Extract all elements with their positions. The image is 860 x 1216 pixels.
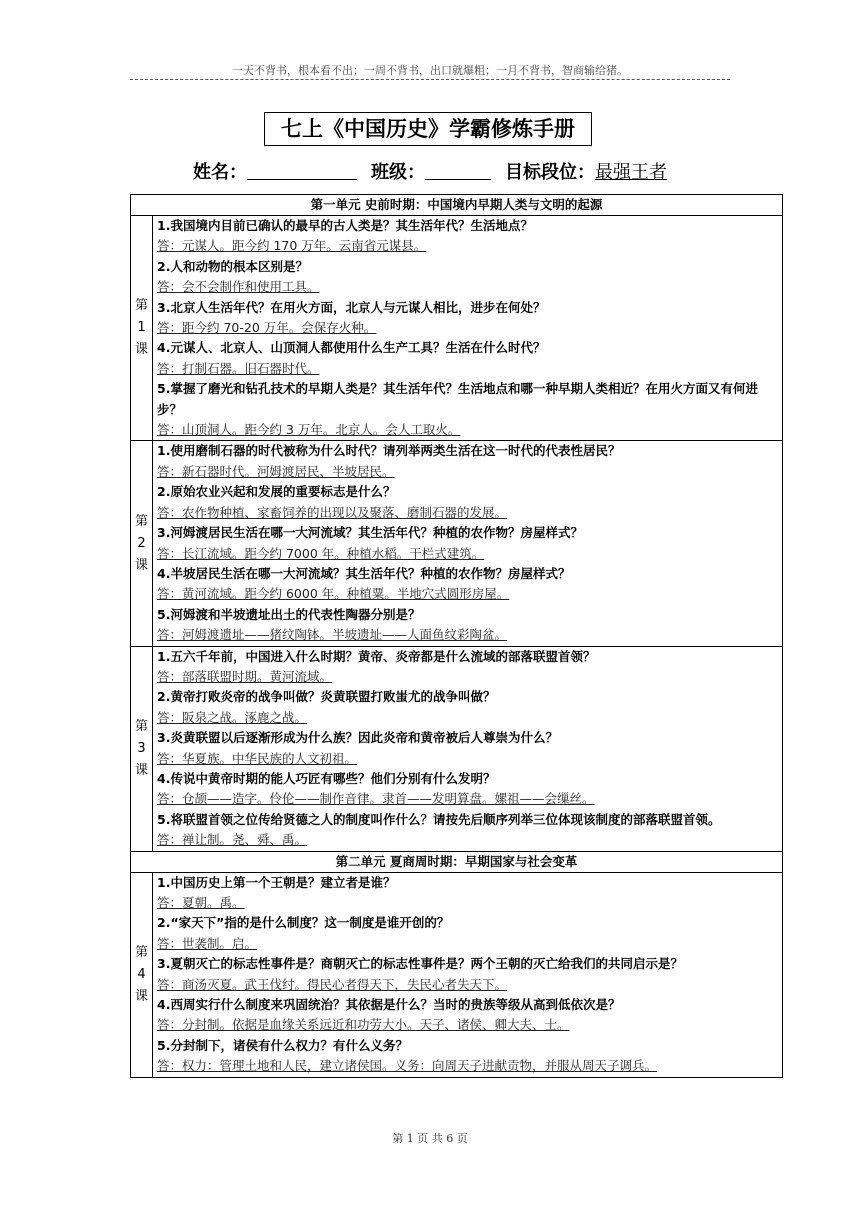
- answer: 答：部落联盟时期。黄河流域。: [157, 668, 333, 684]
- lesson-label: [131, 441, 153, 646]
- lesson-content: [153, 216, 783, 441]
- question: 1.中国历史上第一个王朝是？建立者是谁？: [157, 874, 396, 890]
- answer: 答：距今约 70-20 万年。会保存火种。: [157, 320, 377, 336]
- question: 4.西周实行什么制度来巩固统治？其依据是什么？当时的贵族等级从高到低依次是？: [157, 997, 621, 1013]
- goal-label: 目标段位：: [505, 162, 595, 183]
- lesson-row: [131, 646, 783, 851]
- answer: 答：分封制。依据是血缘关系远近和功劳大小。天子、诸侯、卿大夫、士。: [157, 1017, 570, 1033]
- answer: 答：新石器时代。河姆渡居民、半坡居民。: [157, 463, 395, 479]
- lesson-label-char: 课: [134, 988, 148, 1004]
- lesson-label-char: 2: [137, 535, 146, 551]
- answer: 答：商汤灭夏。武王伐纣。得民心者得天下，失民心者失天下。: [157, 976, 508, 992]
- lesson-label-char: 4: [137, 966, 146, 982]
- class-blank[interactable]: [425, 161, 491, 180]
- answer: 答：河姆渡遗址——猪纹陶钵。半坡遗址——人面鱼纹彩陶盆。: [157, 627, 508, 643]
- lesson-label-char: 课: [134, 342, 148, 358]
- answer: 答：元谋人。距今约 170 万年。云南省元谋县。: [157, 238, 427, 254]
- question: 3.河姆渡居民生活在哪一大河流域？其生活年代？种植的农作物？房屋样式？: [157, 525, 583, 541]
- question: 1.五六千年前，中国进入什么时期？黄帝、炎帝都是什么流域的部落联盟首领？: [157, 648, 596, 664]
- answer: 答：阪泉之战。涿鹿之战。: [157, 709, 308, 725]
- question: 4.半坡居民生活在哪一大河流域？其生活年代？种植的农作物？房屋样式？: [157, 565, 571, 581]
- answer: 答：华夏族。中华民族的人文初祖。: [157, 750, 358, 766]
- answer: 答：禅让制。尧、舜、禹。: [157, 832, 308, 848]
- lesson-content: [153, 872, 783, 1077]
- header-divider: [130, 79, 730, 80]
- lesson-label-char: 课: [134, 557, 148, 573]
- page-title: 七上《中国历史》学霸修炼手册: [264, 112, 592, 146]
- answer: 答：打制石器。旧石器时代。: [157, 360, 320, 376]
- name-label: 姓名：: [193, 162, 247, 183]
- question: 2.黄帝打败炎帝的战争叫做？炎黄联盟打败蚩尤的战争叫做？: [157, 689, 496, 705]
- question: 3.北京人生活年代？在用火方面，北京人与元谋人相比，进步在何处？: [157, 299, 546, 315]
- question: 3.夏朝灭亡的标志性事件是？商朝灭亡的标志性事件是？两个王朝的灭亡给我们的共同启示是？: [157, 956, 683, 972]
- question: 5.掌握了磨光和钻孔技术的早期人类是？其生活年代？生活地点和哪一种早期人类相近？在用火方面又有何进步？: [157, 381, 758, 417]
- lesson-label-char: 第: [134, 513, 148, 529]
- lesson-row: [131, 441, 783, 646]
- lesson-label: [131, 216, 153, 441]
- lesson-label-char: 第: [134, 718, 148, 734]
- question: 2.人和动物的根本区别是？: [157, 258, 308, 274]
- class-label: 班级：: [371, 162, 425, 183]
- lesson-row: [131, 872, 783, 1077]
- answer: 答：长江流域。距今约 7000 年。种植水稻。干栏式建筑。: [157, 545, 485, 561]
- question: 4.元谋人、北京人、山顶洞人都使用什么生产工具？生活在什么时代？: [157, 340, 546, 356]
- answer: 答：会不会制作和使用工具。: [157, 279, 320, 295]
- answer: 答：农作物种植、家畜饲养的出现以及聚落、磨制石器的发展。: [157, 504, 508, 520]
- answer: 答：世袭制。启。: [157, 935, 258, 951]
- answer: 答：黄河流域。距今约 6000 年。种植粟。半地穴式圆形房屋。: [157, 586, 510, 602]
- answer: 答：权力：管理土地和人民，建立诸侯国。义务：向周天子进献贡物，并服从周天子调兵。: [157, 1058, 658, 1074]
- lesson-content: [153, 441, 783, 646]
- question: 4.传说中黄帝时期的能人巧匠有哪些？他们分别有什么发明？: [157, 770, 496, 786]
- question: 2.原始农业兴起和发展的重要标志是什么？: [157, 484, 396, 500]
- question: 1.我国境内目前已确认的最早的古人类是？其生活年代？生活地点？: [157, 218, 533, 233]
- question: 1.使用磨制石器的时代被称为什么时代？请列举两类生活在这一时代的代表性居民？: [157, 443, 621, 459]
- lesson-label-char: 3: [137, 740, 146, 756]
- question: 5.分封制下，诸侯有什么权力？有什么义务？: [157, 1037, 408, 1053]
- name-blank[interactable]: [247, 161, 357, 180]
- lesson-content: [153, 646, 783, 851]
- lesson-label: [131, 646, 153, 851]
- goal-value: 最强王者: [595, 162, 667, 183]
- lesson-label: [131, 872, 153, 1077]
- student-info-row: [0, 158, 860, 184]
- answer: 答：山顶洞人。距今约 3 万年。北京人。会人工取火。: [157, 422, 461, 438]
- lesson-label-char: 第: [134, 944, 148, 960]
- lesson-label-char: 课: [134, 762, 148, 778]
- question: 5.河姆渡和半坡遗址出土的代表性陶器分别是？: [157, 606, 421, 622]
- unit-title: 第二单元 夏商周时期：早期国家与社会变革: [131, 851, 783, 872]
- answer: 答：仓颉——造字。伶伦——制作音律。隶首——发明算盘。嫘祖——会缫丝。: [157, 791, 595, 807]
- lesson-label-char: 第: [134, 298, 148, 314]
- answer: 答：夏朝。禹。: [157, 895, 245, 910]
- header-motto: 一天不背书，根本看不出；一周不背书，出口就爆粗；一月不背书，智商输给猪。: [232, 64, 628, 77]
- question: 2.“家天下”指的是什么制度？这一制度是谁开创的？: [157, 915, 450, 931]
- lesson-label-char: 1: [137, 320, 146, 336]
- unit-title: 第一单元 史前时期：中国境内早期人类与文明的起源: [131, 195, 783, 216]
- question: 3.炎黄联盟以后逐渐形成为什么族？因此炎帝和黄帝被后人尊崇为什么？: [157, 730, 558, 746]
- lesson-row: [131, 216, 783, 441]
- qa-table: [130, 194, 783, 1078]
- page-footer: 第 1 页 共 6 页: [392, 1132, 468, 1145]
- question: 5.将联盟首领之位传给贤德之人的制度叫作什么？请按先后顺序列举三位体现该制度的部落联盟首领。: [157, 811, 721, 827]
